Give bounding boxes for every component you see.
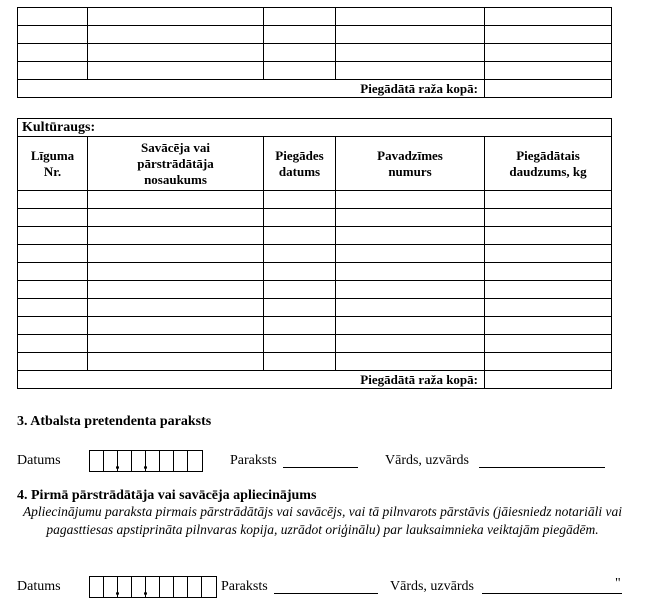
table-cell[interactable] bbox=[485, 245, 612, 263]
signature-field[interactable] bbox=[283, 450, 358, 468]
date-digit-box[interactable] bbox=[188, 577, 202, 597]
table-cell[interactable] bbox=[264, 8, 336, 26]
date-digit-box[interactable] bbox=[146, 451, 160, 471]
table-cell[interactable] bbox=[336, 353, 485, 371]
total-value-cell[interactable] bbox=[485, 371, 612, 389]
table-row bbox=[18, 353, 612, 371]
table-cell[interactable] bbox=[485, 62, 612, 80]
table-cell[interactable] bbox=[336, 299, 485, 317]
date-digit-box[interactable] bbox=[90, 577, 104, 597]
section-3-title: 3. Atbalsta pretendenta paraksts bbox=[17, 414, 212, 429]
table-cell[interactable] bbox=[336, 26, 485, 44]
table-cell[interactable] bbox=[88, 44, 264, 62]
table-cell[interactable] bbox=[336, 44, 485, 62]
table-cell[interactable] bbox=[264, 281, 336, 299]
table-cell[interactable] bbox=[88, 299, 264, 317]
table-cell[interactable] bbox=[264, 245, 336, 263]
table-cell[interactable] bbox=[88, 209, 264, 227]
table-cell[interactable] bbox=[336, 8, 485, 26]
name-label: Vārds, uzvārds bbox=[385, 453, 469, 468]
total-label: Piegādātā raža kopā: bbox=[18, 80, 485, 98]
table-row bbox=[18, 335, 612, 353]
table-cell[interactable] bbox=[88, 317, 264, 335]
table-row bbox=[18, 245, 612, 263]
column-header-delivery-date: Piegādes datums bbox=[264, 137, 336, 191]
date-boxes[interactable] bbox=[89, 576, 217, 598]
table-cell[interactable] bbox=[485, 281, 612, 299]
table-cell[interactable] bbox=[88, 26, 264, 44]
section-4-signature-line bbox=[17, 576, 637, 598]
date-digit-box[interactable] bbox=[104, 451, 118, 471]
table-cell[interactable] bbox=[264, 317, 336, 335]
table-cell[interactable] bbox=[336, 263, 485, 281]
table-row bbox=[18, 62, 612, 80]
table-cell[interactable] bbox=[88, 191, 264, 209]
table-cell[interactable] bbox=[88, 281, 264, 299]
crop-row bbox=[18, 119, 612, 137]
table-cell[interactable] bbox=[336, 191, 485, 209]
date-digit-box[interactable] bbox=[174, 451, 188, 471]
crop-delivery-table bbox=[17, 118, 612, 389]
table-cell[interactable] bbox=[485, 191, 612, 209]
table-cell[interactable] bbox=[18, 263, 88, 281]
table-cell[interactable] bbox=[18, 335, 88, 353]
table-cell[interactable] bbox=[336, 209, 485, 227]
column-header-collector-name: Savācēja vai pārstrādātāja nosaukums bbox=[88, 137, 264, 191]
column-header-delivered-quantity: Piegādātais daudzums, kg bbox=[485, 137, 612, 191]
table-cell[interactable] bbox=[18, 209, 88, 227]
date-digit-box[interactable] bbox=[132, 451, 146, 471]
table-cell[interactable] bbox=[264, 62, 336, 80]
table-cell[interactable] bbox=[485, 353, 612, 371]
table-row bbox=[18, 299, 612, 317]
signature-label: Paraksts bbox=[230, 453, 277, 468]
table-cell[interactable] bbox=[485, 335, 612, 353]
table-cell[interactable] bbox=[88, 227, 264, 245]
table-cell[interactable] bbox=[18, 227, 88, 245]
table-cell[interactable] bbox=[18, 44, 88, 62]
table-cell[interactable] bbox=[18, 191, 88, 209]
date-digit-box[interactable] bbox=[132, 577, 146, 597]
top-delivery-table bbox=[17, 7, 612, 98]
table-cell[interactable] bbox=[485, 227, 612, 245]
table-row bbox=[18, 8, 612, 26]
section-4-title: 4. Pirmā pārstrādātāja vai savācēja apliecinājums bbox=[17, 488, 317, 503]
total-row bbox=[18, 371, 612, 389]
table-cell[interactable] bbox=[336, 317, 485, 335]
table-cell[interactable] bbox=[264, 191, 336, 209]
signature-field[interactable] bbox=[274, 576, 378, 594]
date-digit-box[interactable] bbox=[188, 451, 202, 471]
table-row bbox=[18, 209, 612, 227]
date-label: Datums bbox=[17, 453, 61, 468]
closing-quote: " bbox=[615, 576, 621, 591]
total-label: Piegādātā raža kopā: bbox=[18, 371, 485, 389]
table-cell[interactable] bbox=[264, 299, 336, 317]
table-row bbox=[18, 191, 612, 209]
table-cell[interactable] bbox=[18, 317, 88, 335]
date-digit-box[interactable] bbox=[104, 577, 118, 597]
table-cell[interactable] bbox=[264, 353, 336, 371]
table-cell[interactable] bbox=[336, 281, 485, 299]
column-header-contract-no: Līguma Nr. bbox=[18, 137, 88, 191]
date-digit-box[interactable] bbox=[90, 451, 104, 471]
table-row bbox=[18, 317, 612, 335]
table-cell[interactable] bbox=[264, 227, 336, 245]
table-cell[interactable] bbox=[18, 62, 88, 80]
date-digit-box[interactable] bbox=[174, 577, 188, 597]
table-cell[interactable] bbox=[264, 209, 336, 227]
table-cell[interactable] bbox=[18, 281, 88, 299]
date-digit-box[interactable] bbox=[118, 577, 132, 597]
table-cell[interactable] bbox=[88, 263, 264, 281]
date-digit-box[interactable] bbox=[202, 577, 216, 597]
section-4-note: Apliecinājumu paraksta pirmais pārstrādātājs vai savācējs, vai tā pilnvarots pārstāvis (jāiesniedz notariāli vai pagasttiesas apstiprināta pilnvaras kopija, uzrādot oriģinālu) par lauksaimnieka veiktajām piegādēm. bbox=[22, 504, 623, 537]
table-cell[interactable] bbox=[18, 26, 88, 44]
table-cell[interactable] bbox=[485, 8, 612, 26]
table-cell[interactable] bbox=[88, 353, 264, 371]
table-cell[interactable] bbox=[485, 317, 612, 335]
table-row bbox=[18, 263, 612, 281]
table-cell[interactable] bbox=[88, 62, 264, 80]
table-cell[interactable] bbox=[336, 227, 485, 245]
table-cell[interactable] bbox=[88, 8, 264, 26]
table-row bbox=[18, 44, 612, 62]
table-row bbox=[18, 26, 612, 44]
crop-label: Kultūraugs: bbox=[18, 119, 612, 137]
table-cell[interactable] bbox=[18, 299, 88, 317]
table-cell[interactable] bbox=[485, 209, 612, 227]
table-cell[interactable] bbox=[336, 335, 485, 353]
total-row bbox=[18, 80, 612, 98]
table-cell[interactable] bbox=[18, 245, 88, 263]
table-cell[interactable] bbox=[18, 353, 88, 371]
date-digit-box[interactable] bbox=[118, 451, 132, 471]
date-digit-box[interactable] bbox=[160, 577, 174, 597]
table-cell[interactable] bbox=[264, 335, 336, 353]
table-cell[interactable] bbox=[264, 44, 336, 62]
date-label: Datums bbox=[17, 579, 61, 594]
name-field[interactable] bbox=[479, 450, 605, 468]
table-cell[interactable] bbox=[485, 26, 612, 44]
date-digit-box[interactable] bbox=[146, 577, 160, 597]
table-cell[interactable] bbox=[336, 62, 485, 80]
table-cell[interactable] bbox=[485, 299, 612, 317]
table-cell[interactable] bbox=[485, 263, 612, 281]
total-value-cell[interactable] bbox=[485, 80, 612, 98]
table-cell[interactable] bbox=[88, 335, 264, 353]
header-row bbox=[18, 137, 612, 191]
date-boxes[interactable] bbox=[89, 450, 203, 472]
table-cell[interactable] bbox=[264, 263, 336, 281]
table-cell[interactable] bbox=[336, 245, 485, 263]
table-cell[interactable] bbox=[264, 26, 336, 44]
section-3-signature-line bbox=[17, 450, 637, 472]
table-cell[interactable] bbox=[18, 8, 88, 26]
name-label: Vārds, uzvārds bbox=[390, 579, 474, 594]
column-header-waybill-number: Pavadzīmes numurs bbox=[336, 137, 485, 191]
table-cell[interactable] bbox=[88, 245, 264, 263]
name-field[interactable] bbox=[482, 576, 622, 594]
table-cell[interactable] bbox=[485, 44, 612, 62]
table-row bbox=[18, 227, 612, 245]
signature-label: Paraksts bbox=[221, 579, 268, 594]
table-row bbox=[18, 281, 612, 299]
date-digit-box[interactable] bbox=[160, 451, 174, 471]
